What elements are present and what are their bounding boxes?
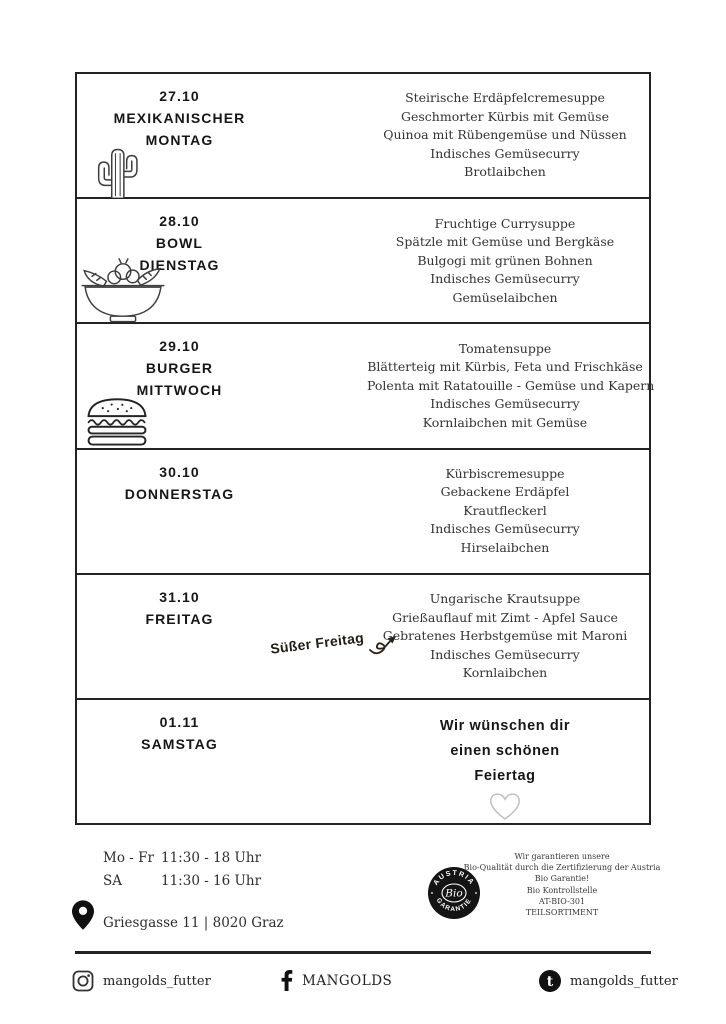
menu-item: Kornlaibchen mit Gemüse bbox=[422, 414, 588, 430]
day-header-samstag bbox=[82, 711, 277, 755]
day-theme: BOWL bbox=[155, 235, 204, 252]
day-name: MITTWOCH bbox=[136, 382, 223, 399]
menu-item: Geschmorter Kürbis mit Gemüse bbox=[401, 108, 609, 124]
social-bar bbox=[0, 970, 726, 996]
menu-item: Gebackene Erdäpfel bbox=[440, 484, 570, 500]
tumblr-handle: mangolds_futter bbox=[570, 973, 678, 989]
menu-item: Hirselaibchen bbox=[460, 539, 550, 555]
hours-saturday bbox=[103, 870, 261, 893]
holiday-message bbox=[367, 714, 643, 821]
tumblr-link[interactable] bbox=[539, 970, 678, 992]
menu-item: Kürbiscremesuppe bbox=[445, 465, 565, 481]
menu-row-dienstag bbox=[77, 199, 649, 324]
day-date: 28.10 bbox=[159, 213, 200, 230]
day-date: 29.10 bbox=[159, 338, 200, 355]
cactus-icon bbox=[87, 143, 143, 198]
day-name: MONTAG bbox=[145, 132, 214, 148]
bio-line: AT-BIO-301 bbox=[538, 896, 586, 906]
menu-item: Steirische Erdäpfelcremesuppe bbox=[405, 90, 605, 106]
menu-items-dienstag bbox=[367, 199, 643, 322]
menu-items-mittwoch bbox=[367, 324, 655, 447]
svg-text:t: t bbox=[546, 974, 554, 990]
bio-line: Bio Kontrollstelle bbox=[526, 885, 598, 895]
menu-items-montag bbox=[367, 74, 643, 197]
menu-item: Indisches Gemüsecurry bbox=[430, 646, 580, 662]
opening-hours bbox=[103, 847, 261, 893]
menu-row-donnerstag bbox=[77, 450, 649, 575]
footer-divider bbox=[75, 951, 651, 954]
menu-item: Spätzle mit Gemüse und Bergkäse bbox=[395, 234, 615, 249]
menu-item: Gemüselaibchen bbox=[452, 289, 558, 305]
bio-line: Bio Garantie! bbox=[534, 874, 590, 884]
address: Griesgasse 11 | 8020 Graz bbox=[103, 915, 284, 931]
menu-item: Brotlaibchen bbox=[464, 164, 546, 180]
menu-row-mittwoch bbox=[77, 324, 655, 449]
day-date: 30.10 bbox=[159, 463, 200, 480]
bio-line: Wir garantieren unsere bbox=[514, 852, 610, 861]
day-name: SAMSTAG bbox=[141, 735, 218, 752]
menu-item: Ungarische Krautsuppe bbox=[429, 591, 581, 607]
menu-item: Blätterteig mit Kürbis, Feta und Frischkäse bbox=[367, 359, 643, 375]
hours-days-label: SA bbox=[103, 873, 122, 889]
day-name: DONNERSTAG bbox=[124, 485, 235, 502]
stamp-top-text: AUSTRIA bbox=[432, 869, 476, 887]
holiday-message-line: einen schönen bbox=[450, 742, 560, 759]
location-pin-icon bbox=[72, 900, 94, 930]
menu-item: Indisches Gemüsecurry bbox=[430, 145, 580, 161]
day-date: 01.11 bbox=[159, 713, 200, 730]
hours-days-label: Mo - Fr bbox=[103, 850, 154, 866]
instagram-handle: mangolds_futter bbox=[103, 973, 211, 989]
day-theme: MEXIKANISCHER bbox=[113, 110, 246, 126]
menu-item: Indisches Gemüsecurry bbox=[430, 271, 580, 286]
menu-item: Polenta mit Ratatouille - Gemüse und Kapern bbox=[367, 377, 655, 393]
menu-item: Indisches Gemüsecurry bbox=[430, 396, 580, 412]
bowl-icon bbox=[78, 257, 168, 323]
day-name: FREITAG bbox=[145, 610, 214, 627]
hours-time: 11:30 - 16 Uhr bbox=[161, 873, 262, 889]
day-header-mittwoch bbox=[82, 335, 277, 401]
menu-item: Quinoa mit Rübengemüse und Nüssen bbox=[383, 127, 627, 143]
bio-certification-text bbox=[462, 851, 662, 918]
day-date: 31.10 bbox=[159, 588, 200, 605]
menu-item: Indisches Gemüsecurry bbox=[430, 521, 580, 537]
stamp-bottom-text: GARANTIE bbox=[434, 897, 474, 914]
bio-line: TEILSORTIMENT bbox=[525, 908, 599, 918]
menu-item: Bulgogi mit grünen Bohnen bbox=[417, 252, 593, 268]
menu-table bbox=[75, 72, 655, 825]
hours-weekdays bbox=[103, 847, 261, 870]
menu-row-freitag bbox=[77, 575, 649, 700]
day-date: 27.10 bbox=[159, 88, 200, 104]
bio-line: Bio-Qualität durch die Zertifizierung der Austria bbox=[463, 863, 661, 873]
day-header-freitag bbox=[82, 586, 277, 630]
instagram-icon bbox=[72, 970, 94, 992]
instagram-link[interactable] bbox=[72, 970, 211, 992]
sweet-friday-label: Süßer Freitag bbox=[269, 629, 365, 657]
facebook-icon bbox=[281, 970, 293, 991]
holiday-message-line: Wir wünschen dir bbox=[439, 717, 571, 734]
tumblr-icon bbox=[539, 970, 561, 992]
day-name: DIENSTAG bbox=[139, 257, 220, 274]
menu-item: Gebratenes Herbstgemüse mit Maroni bbox=[382, 628, 628, 644]
holiday-message-line: Feiertag bbox=[474, 767, 536, 784]
menu-items-donnerstag bbox=[367, 450, 643, 573]
menu-items-freitag bbox=[367, 575, 643, 698]
hours-time: 11:30 - 18 Uhr bbox=[161, 850, 262, 866]
menu-item: Kornlaibchen bbox=[462, 665, 548, 681]
heart-icon bbox=[367, 792, 643, 821]
day-header-montag bbox=[82, 85, 277, 151]
stamp-center-text: Bio bbox=[445, 887, 463, 900]
menu-row-montag bbox=[77, 74, 649, 199]
facebook-handle: MANGOLDS bbox=[302, 972, 393, 989]
menu-item: Krautfleckerl bbox=[463, 502, 547, 518]
menu-row-samstag bbox=[77, 700, 649, 823]
day-theme: BURGER bbox=[145, 360, 214, 377]
menu-item: Grießauflauf mit Zimt - Apfel Sauce bbox=[392, 609, 618, 625]
day-header-donnerstag bbox=[82, 461, 277, 505]
facebook-link[interactable] bbox=[281, 970, 392, 991]
menu-item: Tomatensuppe bbox=[458, 340, 552, 356]
menu-item: Fruchtige Currysuppe bbox=[434, 215, 576, 231]
burger-icon bbox=[85, 396, 149, 446]
